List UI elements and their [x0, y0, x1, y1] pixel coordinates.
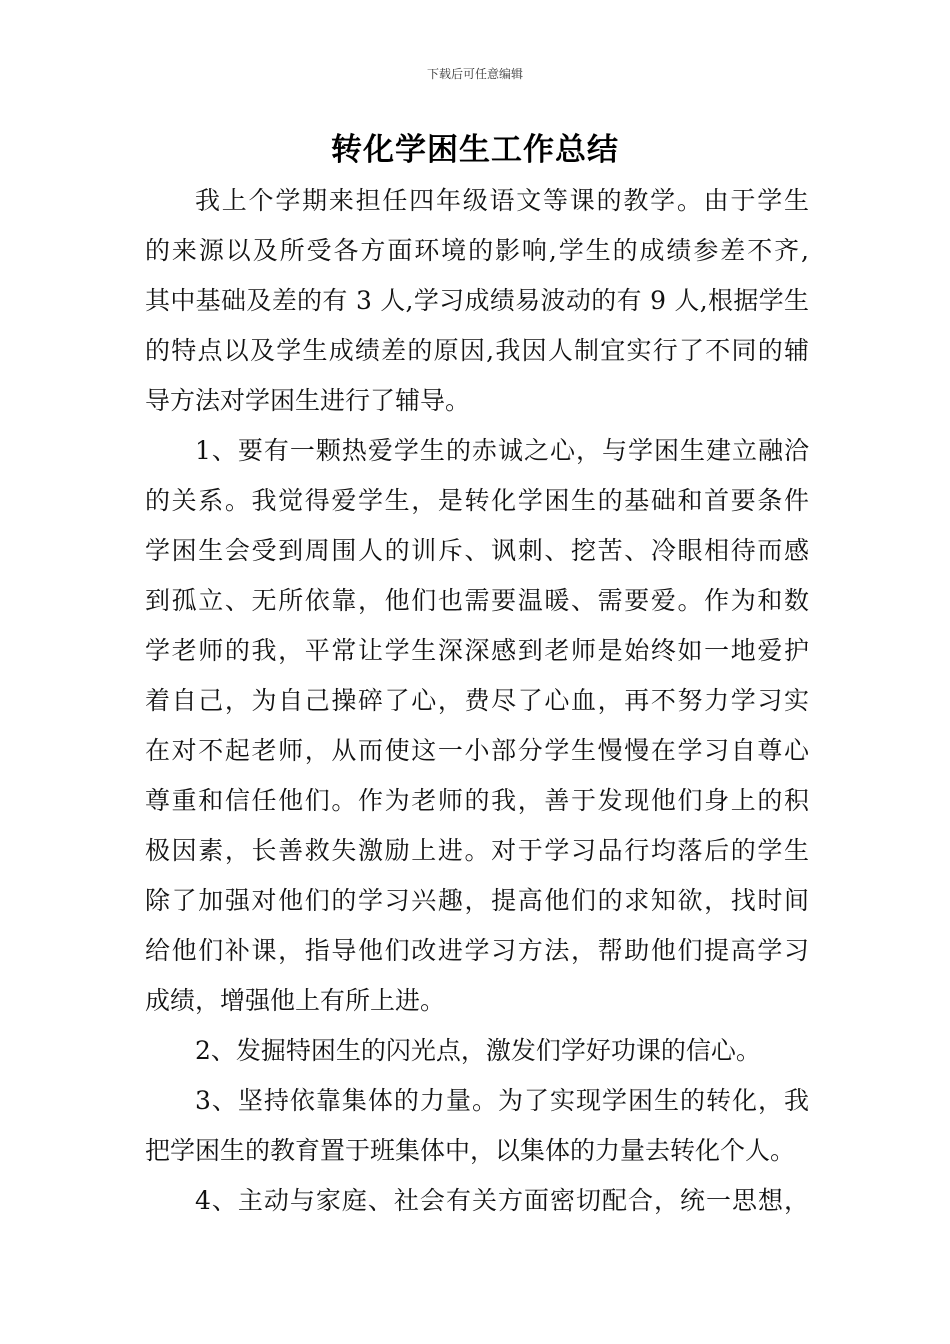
- paragraph-line: 成绩，增强他上有所上进。: [145, 986, 446, 1015]
- paragraph-line: 把学困生的教育置于班集体中，以集体的力量去转化个人。: [145, 1136, 796, 1165]
- paragraph-line: 学老师的我，平常让学生深深感到老师是始终如一地爱护: [145, 636, 809, 665]
- paragraph-1: [145, 176, 809, 426]
- paragraph-4: [145, 1076, 809, 1176]
- paragraph-line: 4、主动与家庭、社会有关方面密切配合，统一思想，: [195, 1186, 809, 1215]
- paragraph-5: [145, 1176, 809, 1226]
- header-note: 下载后可任意编辑: [426, 67, 523, 81]
- paragraph-line: 极因素，长善救失激励上进。对于学习品行均落后的学生: [145, 836, 809, 865]
- paragraph-line: 在对不起老师，从而使这一小部分学生慢慢在学习自尊心: [145, 736, 809, 765]
- paragraph-line: 3、坚持依靠集体的力量。为了实现学困生的转化，我: [195, 1086, 809, 1115]
- paragraph-line: 1、要有一颗热爱学生的赤诚之心，与学困生建立融洽: [195, 436, 809, 465]
- paragraph-line: 给他们补课，指导他们改进学习方法，帮助他们提高学习: [145, 936, 809, 965]
- document-body: [145, 176, 809, 1226]
- paragraph-line: 导方法对学困生进行了辅导。: [145, 386, 471, 415]
- paragraph-line: 的关系。我觉得爱学生，是转化学困生的基础和首要条件: [145, 486, 809, 515]
- paragraph-line: 到孤立、无所依靠，他们也需要温暖、需要爱。作为和数: [145, 586, 809, 615]
- paragraph-line: 除了加强对他们的学习兴趣，提高他们的求知欲，找时间: [145, 886, 809, 915]
- paragraph-line: 学困生会受到周围人的训斥、讽刺、挖苦、冷眼相待而感: [145, 536, 809, 565]
- paragraph-line: 的特点以及学生成绩差的原因,我因人制宜实行了不同的辅: [145, 336, 809, 365]
- paragraph-line: 我上个学期来担任四年级语文等课的教学。由于学生: [195, 186, 809, 215]
- paragraph-3: [145, 1026, 809, 1076]
- paragraph-line: 2、发掘特困生的闪光点，激发们学好功课的信心。: [195, 1036, 761, 1065]
- paragraph-line: 着自己，为自己操碎了心，费尽了心血，再不努力学习实: [145, 686, 809, 715]
- paragraph-2: [145, 426, 809, 1026]
- paragraph-line: 其中基础及差的有 3 人,学习成绩易波动的有 9 人,根据学生: [145, 286, 809, 315]
- paragraph-line: 尊重和信任他们。作为老师的我，善于发现他们身上的积: [145, 786, 809, 815]
- paragraph-line: 的来源以及所受各方面环境的影响,学生的成绩参差不齐,: [145, 236, 809, 265]
- document-title: 转化学困生工作总结: [331, 132, 619, 168]
